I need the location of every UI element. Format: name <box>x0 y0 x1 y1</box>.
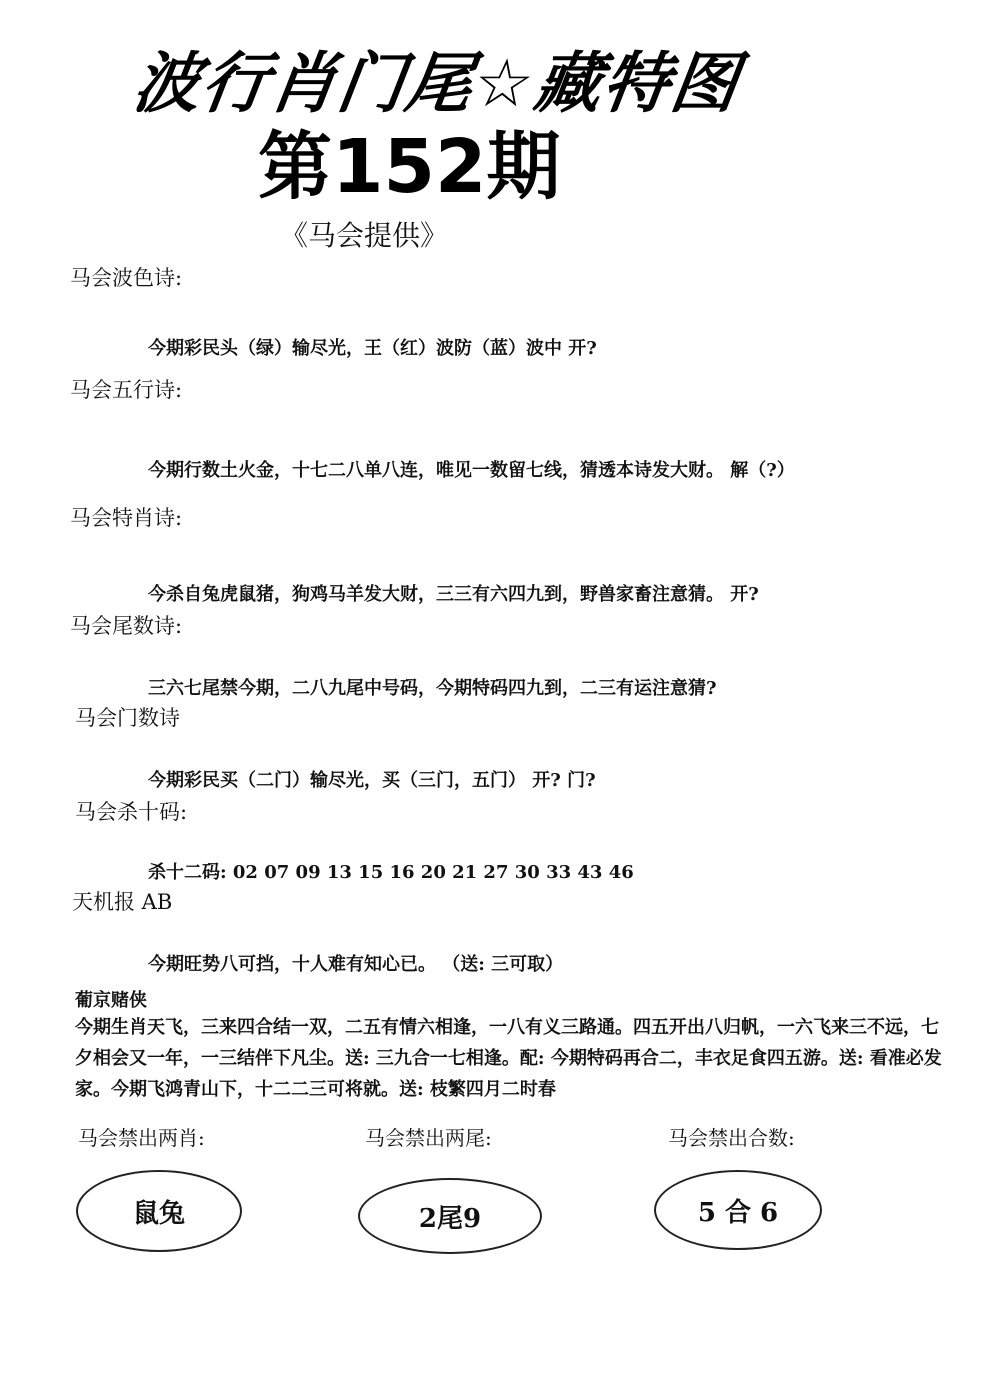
ban-oval-tail <box>358 1178 542 1254</box>
ban-oval-zodiac <box>76 1170 242 1252</box>
section-heading-wave-color: 马会波色诗: <box>70 266 183 290</box>
paragraph-text: 今期生肖天飞，三来四合结一双，二五有情六相逢，一八有义三路通。四五开出八归帆，一六飞来三不远，七夕相会又一年，一三结伴下凡尘。送: 三九合一七相逢。配: 今期特码再合二，丰衣足食四五游。送: 看准必发家。今期飞鸿青山下，十二二三可将就。送: 枝繁四月二时春 <box>75 1017 942 1100</box>
section-text-tianji: 今期旺势八可挡，十人难有知心已。 （送: 三可取） <box>148 954 564 975</box>
source-label: 《马会提供》 <box>280 219 449 252</box>
section-heading-door: 马会门数诗 <box>75 706 180 730</box>
section-text-tail: 三六七尾禁今期，二八九尾中号码，今期特码四九到，二三有运注意猜? <box>148 678 717 699</box>
section-heading-kill-ten: 马会杀十码: <box>75 800 188 824</box>
ban-label-tail: 马会禁出两尾: <box>365 1126 492 1150</box>
banner-title: 波行肖门尾☆藏特图 <box>128 45 745 122</box>
paragraph-title: 葡京赌侠 <box>75 990 147 1011</box>
section-text-door: 今期彩民买（二门）输尽光，买（三门，五门） 开? 门? <box>148 770 596 791</box>
ban-label-sum: 马会禁出合数: <box>668 1126 795 1150</box>
ban-value-sum: 5 合 6 <box>697 1197 779 1228</box>
section-text-wave-color: 今期彩民头（绿）输尽光，王（红）波防（蓝）波中 开? <box>148 338 597 359</box>
ban-label-zodiac: 马会禁出两肖: <box>78 1126 205 1150</box>
ban-value-zodiac: 鼠兔 <box>132 1198 185 1229</box>
ban-oval-sum <box>654 1170 822 1250</box>
section-text-zodiac: 今杀自兔虎鼠猪，狗鸡马羊发大财，三三有六四九到，野兽家畜注意猜。 开? <box>148 584 759 605</box>
section-heading-zodiac: 马会特肖诗: <box>70 506 183 530</box>
section-heading-tail: 马会尾数诗: <box>70 614 183 638</box>
ban-value-tail: 2尾9 <box>418 1203 482 1234</box>
section-heading-tianji: 天机报 AB <box>72 890 173 914</box>
issue-title: 第152期 <box>258 124 561 210</box>
section-heading-five-elements: 马会五行诗: <box>70 378 183 402</box>
section-text-kill-ten: 杀十二码: 02 07 09 13 15 16 20 21 27 30 33 43 46 <box>148 862 634 883</box>
section-text-five-elements: 今期行数土火金，十七二八单八连，唯见一数留七线，猜透本诗发大财。 解（?） <box>148 460 795 481</box>
